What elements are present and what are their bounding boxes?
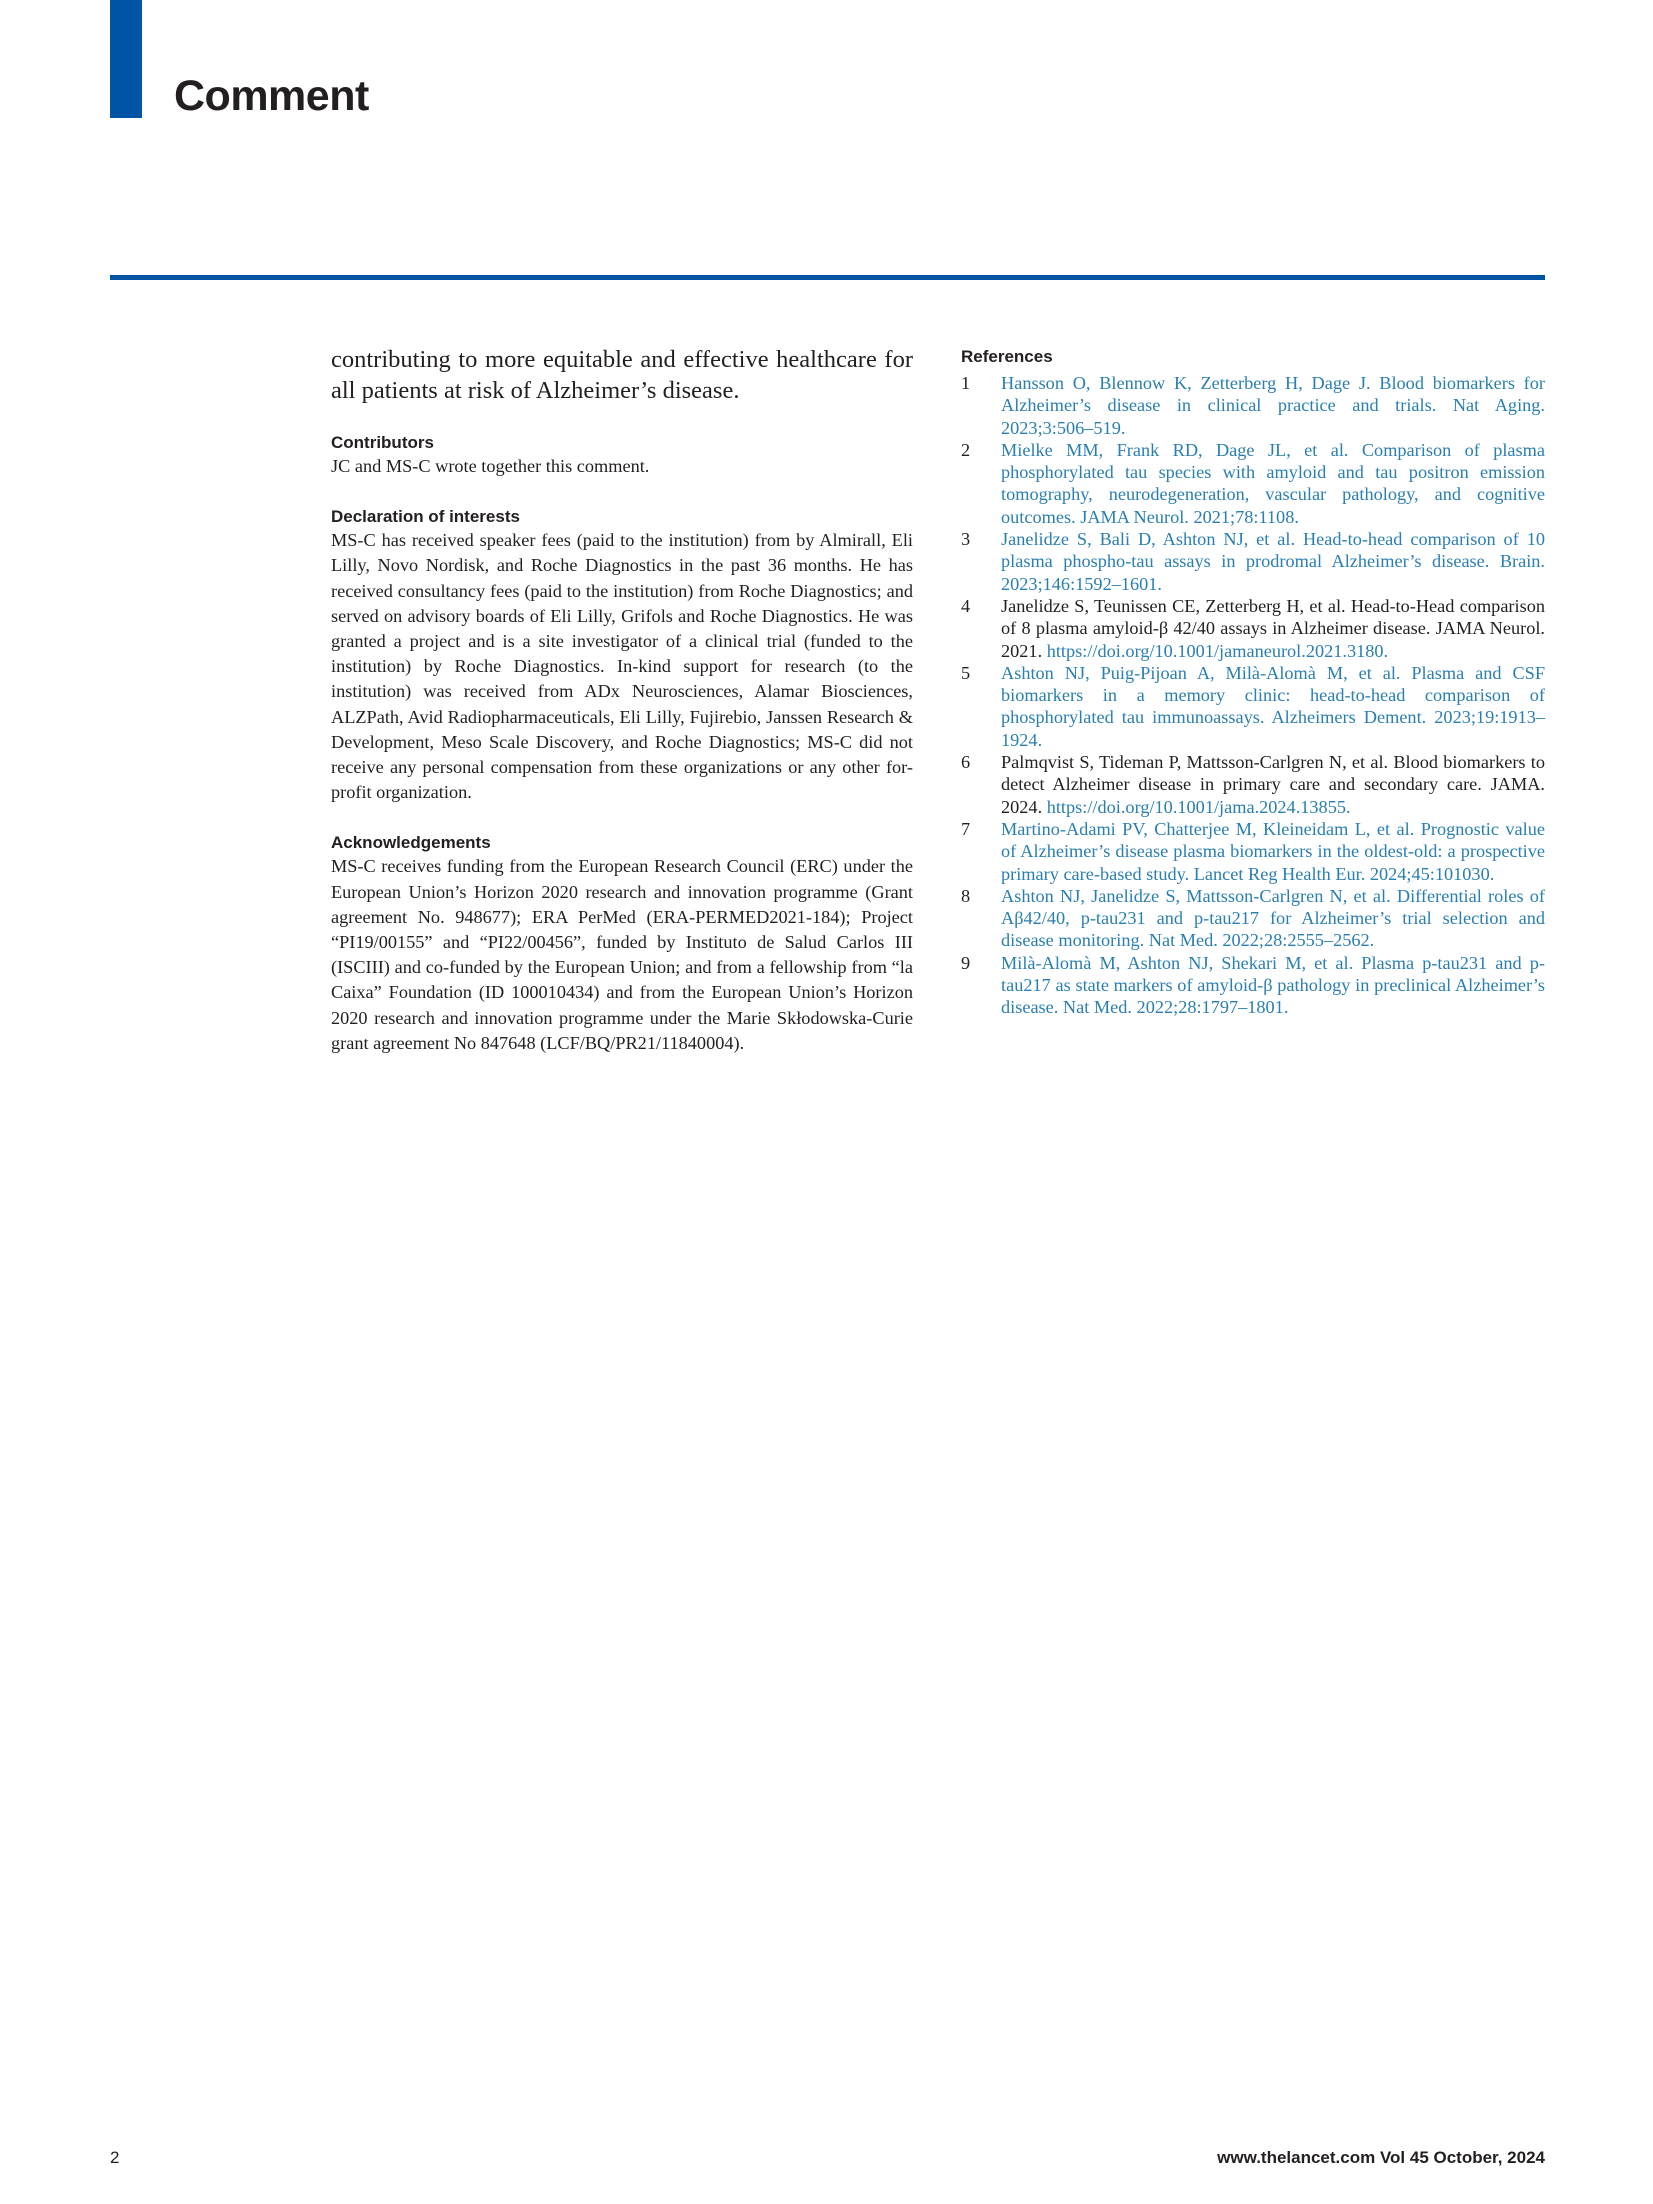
reference-link[interactable]: Hansson O, Blennow K, Zetterberg H, Dage J. Blood biomarkers for Alzheimer’s disease in clinical practice and trials. Nat Aging. 2023;3:506–519.	[1001, 373, 1545, 438]
contributors-text: JC and MS-C wrote together this comment.	[331, 456, 650, 476]
lead-paragraph: contributing to more equitable and effective healthcare for all patients at risk of Alzheimer’s disease.	[331, 346, 913, 404]
reference-number: 4	[961, 595, 971, 616]
references-list	[961, 372, 1545, 1019]
reference-item	[961, 372, 1545, 439]
main-text-column	[331, 344, 913, 1083]
reference-item	[961, 662, 1545, 751]
reference-link[interactable]: Ashton NJ, Janelidze S, Mattsson-Carlgren N, et al. Differential roles of Aβ42/40, p-tau231 and p-tau217 for Alzheimer’s trial selection and disease monitoring. Nat Med. 2022;28:2555–2562.	[1001, 885, 1545, 951]
contributors-heading: Contributors	[331, 433, 434, 452]
reference-item	[961, 439, 1545, 528]
reference-item	[961, 595, 1545, 662]
reference-number: 7	[961, 818, 971, 839]
reference-text: Palmqvist S, Tideman P, Mattsson-Carlgren N, et al. Blood biomarkers to detect Alzheimer disease in primary care and secondary care. JAMA. 2024.	[1001, 752, 1545, 817]
reference-doi-link[interactable]: https://doi.org/10.1001/jama.2024.13855.	[1046, 796, 1351, 817]
reference-link[interactable]: Mielke MM, Frank RD, Dage JL, et al. Comparison of plasma phosphorylated tau species with amyloid and tau positron emission tomography, neurodegeneration, vascular pathology, and cognitive outcomes. JAMA Neurol. 2021;78:1108.	[1001, 439, 1545, 527]
journal-footer: www.thelancet.com Vol 45 October, 2024	[1217, 2148, 1545, 2167]
reference-link[interactable]: Ashton NJ, Puig-Pijoan A, Milà-Alomà M, et al. Plasma and CSF biomarkers in a memory clinic: head-to-head comparison of phosphorylated tau immunoassays. Alzheimers Dement. 2023;19:1913–1924.	[1001, 662, 1545, 750]
reference-item	[961, 818, 1545, 885]
section-label: Comment	[174, 72, 369, 120]
reference-doi-link[interactable]: https://doi.org/10.1001/jamaneurol.2021.3180.	[1046, 640, 1389, 661]
reference-text: Janelidze S, Teunissen CE, Zetterberg H, et al. Head-to-Head comparison of 8 plasma amyloid-β 42/40 assays in Alzheimer disease. JAMA Neurol. 2021.	[1001, 595, 1545, 661]
reference-item	[961, 751, 1545, 818]
acknowledgements-text: MS-C receives funding from the European Research Council (ERC) under the European Union’s Horizon 2020 research and innovation programme (Grant agreement No. 948677); ERA PerMed (ERA-PERMED2021-184); Project “PI19/00155” and “PI22/00456”, funded by Instituto de Salud Carlos III (ISCIII) and co-funded by the European Union; and from a fellowship from “la Caixa” Foundation (ID 100010434) and from the European Union’s Horizon 2020 research and innovation programme under the Marie Skłodowska-Curie grant agreement No 847648 (LCF/BQ/PR21/11840004).	[331, 856, 913, 1053]
page-number: 2	[110, 2148, 120, 2167]
reference-item	[961, 952, 1545, 1019]
reference-number: 1	[961, 373, 971, 393]
reference-number: 3	[961, 529, 971, 550]
acknowledgements-heading: Acknowledgements	[331, 833, 491, 853]
reference-number: 6	[961, 752, 971, 773]
reference-link[interactable]: Janelidze S, Bali D, Ashton NJ, et al. Head-to-head comparison of 10 plasma phospho-tau assays in prodromal Alzheimer’s disease. Brain. 2023;146:1592–1601.	[1001, 529, 1545, 594]
interests-text: MS-C has received speaker fees (paid to the institution) from by Almirall, Eli Lilly, Novo Nordisk, and Roche Diagnostics in the past 36 months. He has received consultancy fees (paid to the institution) from Roche Diagnostics; and served on advisory boards of Eli Lilly, Grifols and Roche Diagnostics. He was granted a project and is a site investigator of a clinical trial (funded to the institution) by Roche Diagnostics. In-kind support for research (to the institution) was received from ADx Neurosciences, Alamar Biosciences, ALZPath, Avid Radiopharmaceuticals, Eli Lilly, Fujirebio, Janssen Research & Development, Meso Scale Discovery, and Roche Diagnostics; MS-C did not receive any personal compensation from these organizations or any other for-profit organization.	[331, 530, 913, 803]
references-heading: References	[961, 347, 1053, 366]
reference-number: 9	[961, 952, 971, 973]
header-rule	[110, 275, 1545, 280]
interests-heading: Declaration of interests	[331, 507, 520, 527]
reference-number: 2	[961, 439, 971, 460]
reference-item	[961, 885, 1545, 952]
references-column	[961, 346, 1545, 1019]
reference-number: 5	[961, 662, 971, 683]
reference-item	[961, 528, 1545, 595]
reference-link[interactable]: Martino-Adami PV, Chatterjee M, Kleineidam L, et al. Prognostic value of Alzheimer’s disease plasma biomarkers in the oldest-old: a prospective primary care-based study. Lancet Reg Health Eur. 2024;45:101030.	[1001, 818, 1545, 884]
reference-number: 8	[961, 885, 971, 906]
header-accent-bar	[110, 0, 142, 118]
reference-link[interactable]: Milà-Alomà M, Ashton NJ, Shekari M, et al. Plasma p-tau231 and p-tau217 as state markers of amyloid-β pathology in preclinical Alzheimer’s disease. Nat Med. 2022;28:1797–1801.	[1001, 952, 1545, 1018]
